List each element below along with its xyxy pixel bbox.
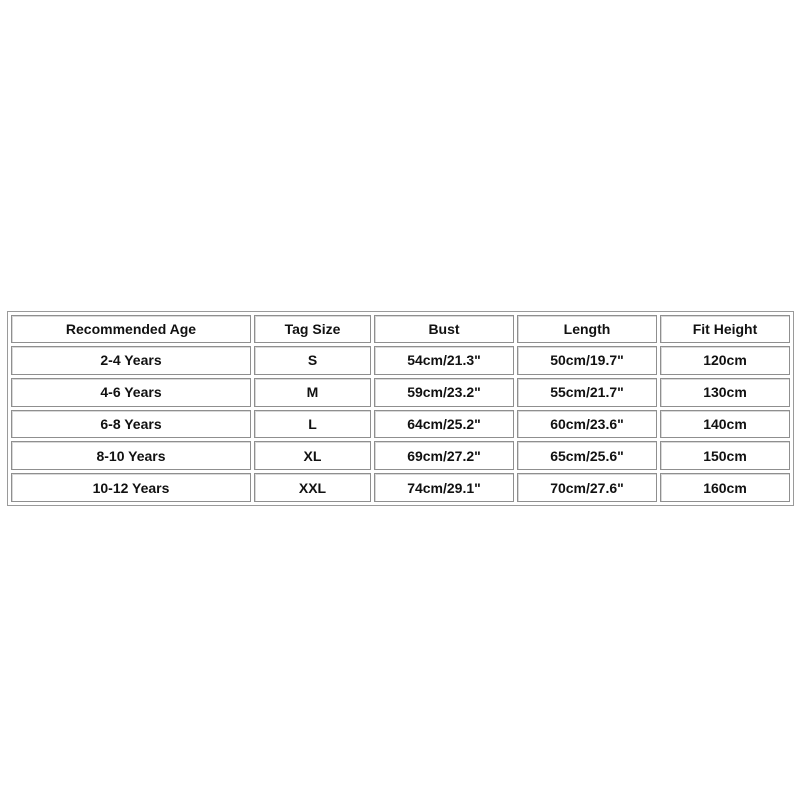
- cell-bust: 64cm/25.2": [374, 410, 514, 439]
- cell-fit-height: 130cm: [660, 378, 790, 407]
- cell-length: 70cm/27.6": [517, 473, 657, 502]
- cell-age: 10-12 Years: [11, 473, 251, 502]
- cell-age: 2-4 Years: [11, 346, 251, 375]
- table-row: [11, 378, 790, 407]
- cell-length: 65cm/25.6": [517, 441, 657, 470]
- cell-bust: 74cm/29.1": [374, 473, 514, 502]
- header-bust: Bust: [374, 315, 514, 343]
- header-row: [11, 315, 790, 343]
- header-tag-size: Tag Size: [254, 315, 371, 343]
- cell-tag-size: XL: [254, 441, 371, 470]
- header-recommended-age: Recommended Age: [11, 315, 251, 343]
- table-row: [11, 410, 790, 439]
- cell-length: 50cm/19.7": [517, 346, 657, 375]
- size-chart: [7, 311, 794, 506]
- table-row: [11, 441, 790, 470]
- size-table: [8, 312, 793, 505]
- cell-fit-height: 120cm: [660, 346, 790, 375]
- cell-tag-size: L: [254, 410, 371, 439]
- header-fit-height: Fit Height: [660, 315, 790, 343]
- cell-age: 8-10 Years: [11, 441, 251, 470]
- cell-bust: 54cm/21.3": [374, 346, 514, 375]
- cell-length: 60cm/23.6": [517, 410, 657, 439]
- cell-fit-height: 160cm: [660, 473, 790, 502]
- cell-tag-size: M: [254, 378, 371, 407]
- header-length: Length: [517, 315, 657, 343]
- cell-age: 4-6 Years: [11, 378, 251, 407]
- cell-fit-height: 140cm: [660, 410, 790, 439]
- cell-age: 6-8 Years: [11, 410, 251, 439]
- cell-length: 55cm/21.7": [517, 378, 657, 407]
- cell-tag-size: XXL: [254, 473, 371, 502]
- cell-bust: 69cm/27.2": [374, 441, 514, 470]
- cell-fit-height: 150cm: [660, 441, 790, 470]
- cell-bust: 59cm/23.2": [374, 378, 514, 407]
- cell-tag-size: S: [254, 346, 371, 375]
- table-row: [11, 346, 790, 375]
- table-row: [11, 473, 790, 502]
